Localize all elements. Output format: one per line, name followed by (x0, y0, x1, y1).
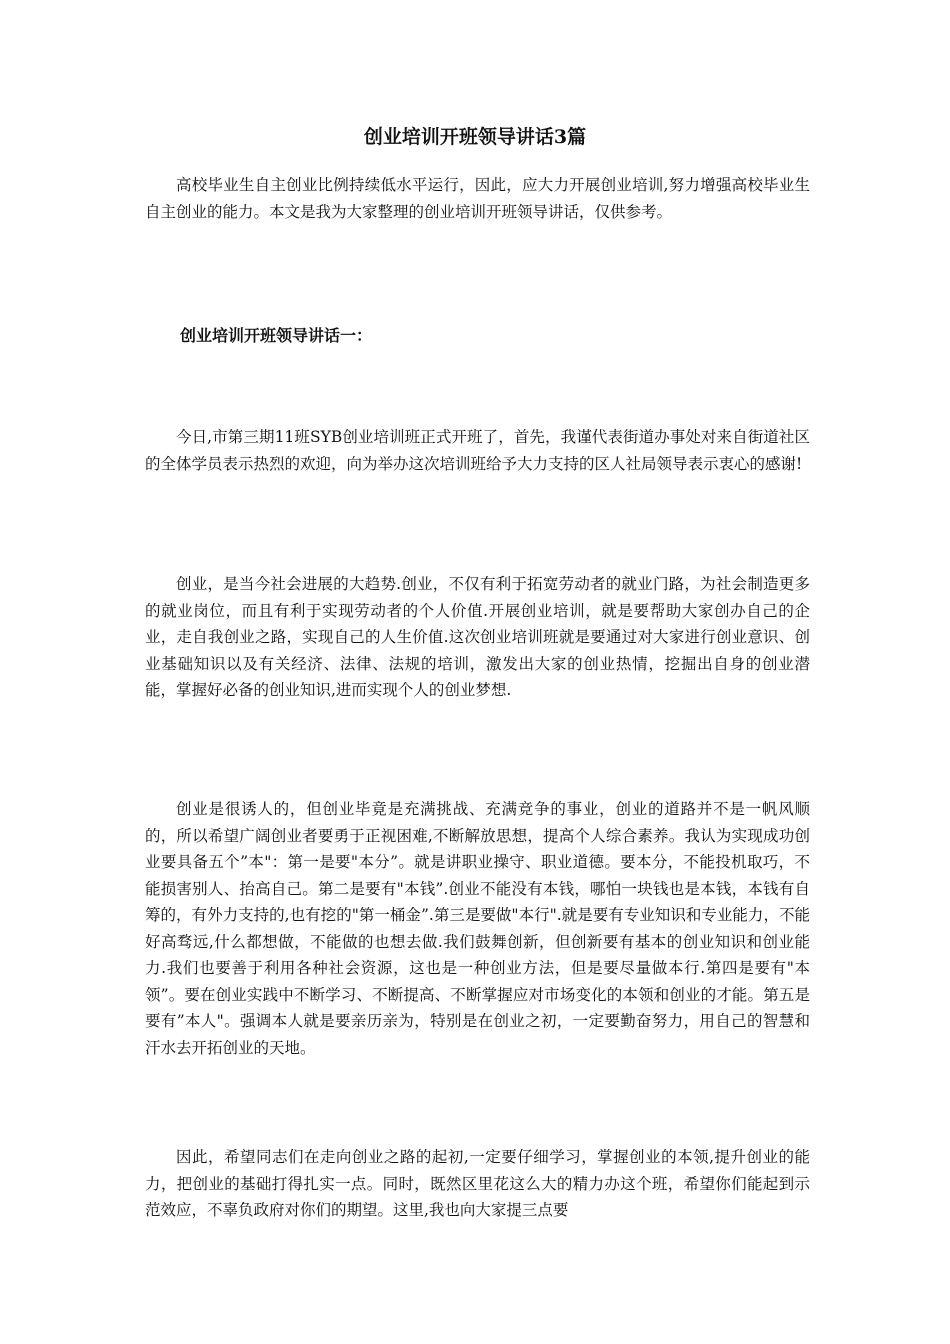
body-paragraph-2: 创业，是当今社会进展的大趋势.创业，不仅有利于拓宽劳动者的就业门路，为社会制造更多的就业岗位，而且有利于实现劳动者的个人价值.开展创业培训，就是要帮助大家创办自己的企业，走自我创业之路，实现自己的人生价值.这次创业培训班就是要通过对大家进行创业意识、创业基础知识以及有关经济、法律、法规的培训，激发出大家的创业热情，挖掘出自身的创业潜能，掌握好必备的创业知识,进而实现个人的创业梦想. (145, 575, 810, 699)
intro-paragraph: 高校毕业生自主创业比例持续低水平运行，因此，应大力开展创业培训,努力增强高校毕业生自主创业的能力。本文是我为大家整理的创业培训开班领导讲话，仅供参考。 (145, 176, 810, 221)
body-paragraph-4: 因此，希望同志们在走向创业之路的起初,一定要仔细学习，掌握创业的本领,提升创业的能力，把创业的基础打得扎实一点。同时，既然区里花这么大的精力办这个班，希望你们能起到示范效应，不辜负政府对你们的期望。这里,我也向大家提三点要 (145, 1148, 810, 1219)
section-heading: 创业培训开班领导讲话一： (180, 326, 373, 345)
body-paragraph-3: 创业是很诱人的，但创业毕竟是充满挑战、充满竞争的事业，创业的道路并不是一帆风顺的，所以希望广阔创业者要勇于正视困难,不断解放思想，提高个人综合素养。我认为实现成功创业要具备五个”本"：第一是要"本分”。就是讲职业操守、职业道德。要本分，不能投机取巧，不能损害别人、抬高自己。第二是要有"本钱”.创业不能没有本钱，哪怕一块钱也是本钱，本钱有自筹的，有外力支持的,也有挖的"第一桶金”.第三是要做"本行".就是要有专业知识和专业能力，不能好高骛远,什么都想做，不能做的也想去做.我们鼓舞创新，但创新要有基本的创业知识和创业能力.我们也要善于利用各种社会资源，这也是一种创业方法，但是要尽量做本行.第四是要有"本领”。要在创业实践中不断学习、不断提高、不断掌握应对市场变化的本领和创业的才能。第五是要有”本人"。强调本人就是要亲历亲为，特别是在创业之初，一定要勤奋努力，用自己的智慧和汗水去开拓创业的天地。 (145, 800, 810, 1057)
body-paragraph-1: 今日,市第三期11班SYB创业培训班正式开班了，首先，我谨代表街道办事处对来自街道社区的全体学员表示热烈的欢迎，向为举办这次培训班给予大力支持的区人社局领导表示衷心的感谢! (145, 428, 810, 473)
document-title: 创业培训开班领导讲话3篇 (363, 126, 587, 148)
